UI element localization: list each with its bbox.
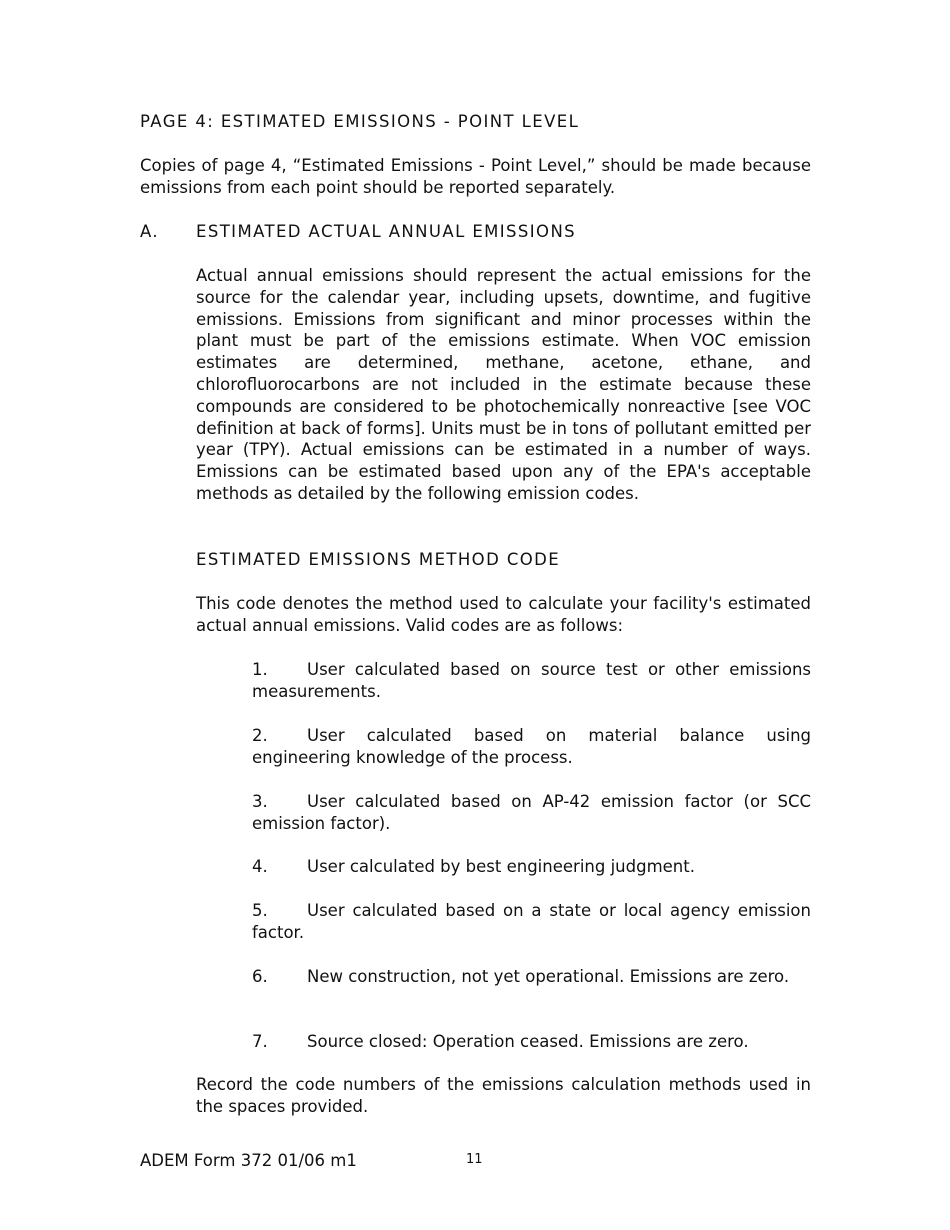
code-text: User calculated based on material balance using engineering knowledge of the process.: [252, 726, 811, 767]
code-number: 2.: [252, 726, 268, 745]
method-code-item-5: [252, 900, 811, 944]
method-code-item-2: [252, 725, 811, 769]
code-number: 3.: [252, 792, 268, 811]
intro-paragraph: Copies of page 4, “Estimated Emissions - Point Level,” should be made because emissions from each point should be reported separately.: [140, 156, 811, 197]
method-code-item-3: [252, 791, 811, 835]
method-code-item-1: [252, 659, 811, 703]
code-text: User calculated based on source test or other emissions measurements.: [252, 660, 811, 701]
code-text: New construction, not yet operational. Emissions are zero.: [307, 967, 790, 986]
method-code-item-7: [252, 1031, 811, 1053]
code-text: User calculated by best engineering judgment.: [307, 857, 695, 876]
footer-form-id: ADEM Form 372 01/06 m1: [140, 1151, 357, 1170]
section-a-letter: A.: [140, 222, 160, 241]
method-code-item-4: [252, 856, 811, 878]
footer-page-number: 11: [466, 1152, 483, 1167]
code-number: 7.: [252, 1032, 268, 1051]
code-text: User calculated based on a state or local agency emission factor.: [252, 901, 811, 942]
code-number: 6.: [252, 967, 268, 986]
code-number: 1.: [252, 660, 268, 679]
method-code-item-6: [252, 966, 811, 988]
code-number: 4.: [252, 857, 268, 876]
method-code-intro: This code denotes the method used to calculate your facility's estimated actual annual emissions. Valid codes are as follows:: [196, 594, 811, 635]
page-heading: PAGE 4: ESTIMATED EMISSIONS - POINT LEVEL: [140, 112, 580, 131]
section-a-title: ESTIMATED ACTUAL ANNUAL EMISSIONS: [196, 222, 577, 241]
method-code-title: ESTIMATED EMISSIONS METHOD CODE: [196, 550, 561, 569]
code-text: User calculated based on AP-42 emission factor (or SCC emission factor).: [252, 792, 811, 833]
code-text: Source closed: Operation ceased. Emissions are zero.: [307, 1032, 749, 1051]
section-a-body: Actual annual emissions should represent the actual emissions for the source for the calendar year, including upsets, downtime, and fugitive emissions. Emissions from significant and minor processes within the plant must be part of the emissions estimate. When VOC emission estimates are determined, methane, acetone, ethane, and chlorofluorocarbons are not included in the estimate because these compounds are considered to be photochemically nonreactive [see VOC definition at back of forms]. Units must be in tons of pollutant emitted per year (TPY). Actual emissions can be estimated in a number of ways. Emissions can be estimated based upon any of the EPA's acceptable methods as detailed by the following emission codes.: [196, 266, 811, 503]
record-instructions: Record the code numbers of the emissions calculation methods used in the spaces provided.: [196, 1075, 811, 1116]
code-number: 5.: [252, 901, 268, 920]
